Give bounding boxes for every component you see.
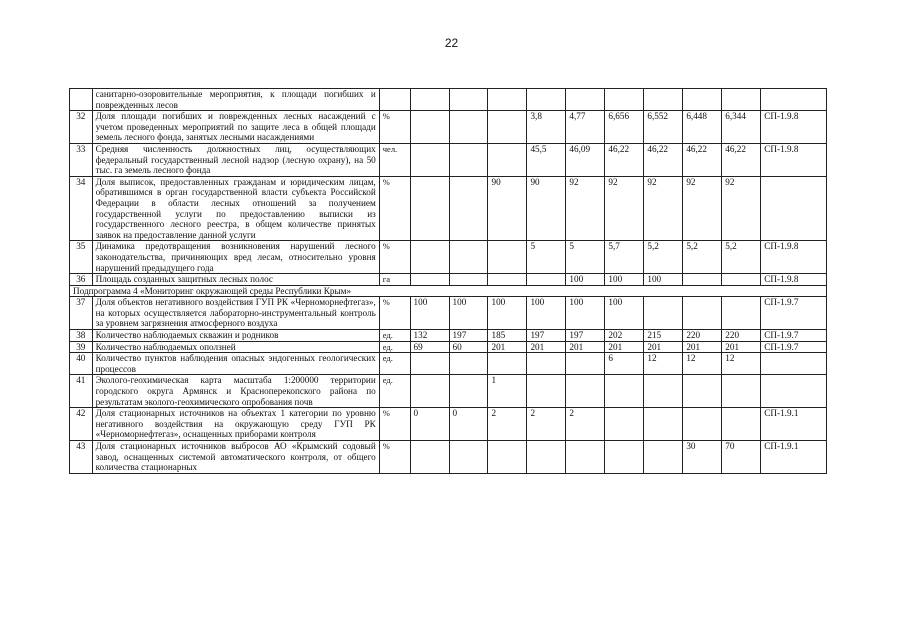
value-cell: 2 — [488, 408, 527, 441]
value-cell: 46,22 — [683, 143, 722, 176]
value-cell: 45,5 — [527, 143, 566, 176]
value-cell — [410, 143, 449, 176]
value-cell: 201 — [527, 341, 566, 353]
indicator-name: Доля стационарных источников на объектах 1 категории по уровню негативного воздействия на окружающую среду ГУП РК «Черноморнефтегаз», оснащенных приборами контроля — [92, 408, 379, 441]
indicator-name: Количество наблюдаемых скважин и родников — [92, 330, 379, 342]
unit-cell: % — [379, 441, 410, 474]
value-cell: 2 — [527, 408, 566, 441]
value-cell: 12 — [722, 353, 761, 375]
value-cell: 6,552 — [644, 111, 683, 144]
value-cell: 197 — [527, 330, 566, 342]
value-cell — [683, 408, 722, 441]
value-cell — [527, 375, 566, 408]
value-cell — [644, 375, 683, 408]
unit-cell: ед. — [379, 341, 410, 353]
page-number: 22 — [444, 36, 459, 50]
subprogram-row — [70, 285, 827, 297]
value-cell: 100 — [566, 274, 605, 286]
value-cell — [410, 375, 449, 408]
value-cell — [410, 274, 449, 286]
row-number: 41 — [70, 375, 93, 408]
value-cell: 12 — [644, 353, 683, 375]
value-cell: 100 — [605, 274, 644, 286]
indicator-name: Средняя численность должностных лиц, осуществляющих федеральный государственный лесной надзор (лесную охрану), на 50 тыс. га земель лесного фонда — [92, 143, 379, 176]
value-cell: 46,09 — [566, 143, 605, 176]
indicator-name: Площадь созданных защитных лесных полос — [92, 274, 379, 286]
value-cell — [644, 441, 683, 474]
value-cell — [488, 353, 527, 375]
subprogram-heading: Подпрограмма 4 «Мониторинг окружающей среды Республики Крым» — [70, 285, 827, 297]
row-number: 38 — [70, 330, 93, 342]
value-cell — [566, 353, 605, 375]
value-cell: 0 — [410, 408, 449, 441]
table-row — [70, 111, 827, 144]
value-cell: 5,2 — [722, 241, 761, 274]
value-cell: 197 — [566, 330, 605, 342]
value-cell — [527, 89, 566, 111]
row-number: 39 — [70, 341, 93, 353]
value-cell — [527, 441, 566, 474]
value-cell — [410, 441, 449, 474]
unit-cell: ед. — [379, 330, 410, 342]
table-row — [70, 408, 827, 441]
value-cell — [488, 441, 527, 474]
indicator-name: санитарно-озоровительные мероприятия, к площади погибших и поврежденных лесов — [92, 89, 379, 111]
row-number: 37 — [70, 297, 93, 330]
value-cell: 201 — [488, 341, 527, 353]
value-cell — [527, 274, 566, 286]
value-cell — [449, 375, 488, 408]
value-cell: 46,22 — [722, 143, 761, 176]
code-cell: СП-1.9.8 — [761, 241, 827, 274]
code-cell: СП-1.9.7 — [761, 341, 827, 353]
value-cell — [683, 274, 722, 286]
value-cell: 92 — [722, 176, 761, 241]
value-cell: 202 — [605, 330, 644, 342]
code-cell: СП-1.9.1 — [761, 408, 827, 441]
value-cell — [683, 89, 722, 111]
table-row — [70, 441, 827, 474]
code-cell: СП-1.9.8 — [761, 143, 827, 176]
value-cell: 220 — [722, 330, 761, 342]
value-cell — [449, 441, 488, 474]
code-cell: СП-1.9.1 — [761, 441, 827, 474]
value-cell: 5,2 — [644, 241, 683, 274]
value-cell: 5,7 — [605, 241, 644, 274]
value-cell — [449, 353, 488, 375]
value-cell: 185 — [488, 330, 527, 342]
indicators-table — [69, 88, 827, 474]
indicator-name: Доля стационарных источников выбросов АО «Крымский содовый завод, оснащенных системой автоматического контроля, от общего количества стационарных — [92, 441, 379, 474]
value-cell: 201 — [683, 341, 722, 353]
value-cell — [449, 143, 488, 176]
code-cell: СП-1.9.7 — [761, 297, 827, 330]
value-cell — [644, 297, 683, 330]
value-cell: 100 — [449, 297, 488, 330]
table-row — [70, 375, 827, 408]
value-cell — [410, 353, 449, 375]
row-number: 35 — [70, 241, 93, 274]
value-cell — [683, 375, 722, 408]
unit-cell: ед. — [379, 375, 410, 408]
table-body-monitoring — [70, 285, 827, 473]
value-cell — [527, 353, 566, 375]
code-cell: СП-1.9.7 — [761, 330, 827, 342]
indicator-name: Количество пунктов наблюдения опасных эндогенных геологических процессов — [92, 353, 379, 375]
value-cell — [605, 375, 644, 408]
value-cell — [488, 111, 527, 144]
value-cell — [566, 89, 605, 111]
value-cell: 5 — [527, 241, 566, 274]
value-cell — [410, 241, 449, 274]
value-cell: 100 — [527, 297, 566, 330]
value-cell: 1 — [488, 375, 527, 408]
value-cell: 6,656 — [605, 111, 644, 144]
table-row — [70, 341, 827, 353]
value-cell — [410, 176, 449, 241]
value-cell: 100 — [410, 297, 449, 330]
value-cell — [605, 441, 644, 474]
table-row — [70, 330, 827, 342]
value-cell: 70 — [722, 441, 761, 474]
unit-cell: % — [379, 176, 410, 241]
value-cell — [566, 441, 605, 474]
code-cell — [761, 375, 827, 408]
value-cell — [488, 241, 527, 274]
value-cell: 5 — [566, 241, 605, 274]
row-number: 43 — [70, 441, 93, 474]
table-row — [70, 353, 827, 375]
value-cell: 197 — [449, 330, 488, 342]
value-cell — [566, 375, 605, 408]
unit-cell — [379, 89, 410, 111]
value-cell — [449, 176, 488, 241]
value-cell — [722, 274, 761, 286]
value-cell: 6,344 — [722, 111, 761, 144]
table-row — [70, 143, 827, 176]
row-number: 40 — [70, 353, 93, 375]
unit-cell: % — [379, 111, 410, 144]
indicator-name: Доля площади погибших и поврежденных лесных насаждений с учетом проведенных мероприятий по защите леса в общей площади земель лесного фонда, занятых лесными насаждениями — [92, 111, 379, 144]
code-cell — [761, 353, 827, 375]
indicator-name: Доля выписок, предоставленных гражданам и юридическим лицам, обратившимся в орган государственной власти субъекта Российской Федерации в области лесных отношений за получением государственной услуги по предоставлению выписки из государственного лесного реестра, в общем количестве принятых заявок на предоставление данной услуги — [92, 176, 379, 241]
unit-cell: ед. — [379, 353, 410, 375]
value-cell — [449, 241, 488, 274]
table-row — [70, 297, 827, 330]
value-cell — [644, 408, 683, 441]
value-cell — [683, 297, 722, 330]
unit-cell: % — [379, 297, 410, 330]
value-cell: 90 — [527, 176, 566, 241]
indicator-name: Доля объектов негативного воздействия ГУП РК «Черноморнефтегаз», на которых осуществляется лабораторно-инструментальный контроль за уровнем загрязнения атмосферного воздуха — [92, 297, 379, 330]
value-cell: 201 — [722, 341, 761, 353]
value-cell: 90 — [488, 176, 527, 241]
value-cell: 3,8 — [527, 111, 566, 144]
value-cell — [449, 111, 488, 144]
value-cell — [722, 375, 761, 408]
table-row — [70, 241, 827, 274]
value-cell — [488, 89, 527, 111]
value-cell: 2 — [566, 408, 605, 441]
row-number: 34 — [70, 176, 93, 241]
value-cell: 60 — [449, 341, 488, 353]
value-cell: 92 — [605, 176, 644, 241]
value-cell: 132 — [410, 330, 449, 342]
value-cell — [488, 274, 527, 286]
table-row — [70, 176, 827, 241]
value-cell: 4,77 — [566, 111, 605, 144]
unit-cell: % — [379, 408, 410, 441]
value-cell: 30 — [683, 441, 722, 474]
value-cell: 6,448 — [683, 111, 722, 144]
value-cell: 100 — [605, 297, 644, 330]
row-number: 32 — [70, 111, 93, 144]
value-cell: 215 — [644, 330, 683, 342]
value-cell — [449, 89, 488, 111]
value-cell — [722, 408, 761, 441]
value-cell — [722, 297, 761, 330]
unit-cell: % — [379, 241, 410, 274]
code-cell: СП-1.9.8 — [761, 274, 827, 286]
value-cell: 92 — [566, 176, 605, 241]
value-cell: 100 — [566, 297, 605, 330]
code-cell — [761, 176, 827, 241]
value-cell: 46,22 — [644, 143, 683, 176]
row-number: 33 — [70, 143, 93, 176]
value-cell: 46,22 — [605, 143, 644, 176]
value-cell: 201 — [605, 341, 644, 353]
value-cell: 100 — [644, 274, 683, 286]
value-cell — [488, 143, 527, 176]
table-row — [70, 274, 827, 286]
value-cell: 92 — [644, 176, 683, 241]
value-cell: 92 — [683, 176, 722, 241]
value-cell: 6 — [605, 353, 644, 375]
code-cell: СП-1.9.8 — [761, 111, 827, 144]
value-cell: 201 — [566, 341, 605, 353]
row-number: 36 — [70, 274, 93, 286]
value-cell: 69 — [410, 341, 449, 353]
row-number: 42 — [70, 408, 93, 441]
value-cell: 220 — [683, 330, 722, 342]
value-cell: 12 — [683, 353, 722, 375]
value-cell: 0 — [449, 408, 488, 441]
table-row-continued — [70, 89, 827, 111]
indicator-name: Эколого-геохимическая карта масштаба 1:200000 территории городского округа Армянск и Красноперекопского района по результатам эколого-геохимического опробования почв — [92, 375, 379, 408]
value-cell — [410, 89, 449, 111]
value-cell — [644, 89, 683, 111]
table-body-forestry — [70, 89, 827, 286]
value-cell — [722, 89, 761, 111]
code-cell — [761, 89, 827, 111]
value-cell — [449, 274, 488, 286]
row-number — [70, 89, 93, 111]
unit-cell: га — [379, 274, 410, 286]
value-cell — [410, 111, 449, 144]
value-cell: 100 — [488, 297, 527, 330]
value-cell — [605, 408, 644, 441]
indicator-name: Динамика предотвращения возникновения нарушений лесного законодательства, причиняющих вред лесам, относительно уровня нарушений предыдущего года — [92, 241, 379, 274]
value-cell: 5,2 — [683, 241, 722, 274]
unit-cell: чел. — [379, 143, 410, 176]
value-cell — [605, 89, 644, 111]
value-cell: 201 — [644, 341, 683, 353]
indicator-name: Количество наблюдаемых оползней — [92, 341, 379, 353]
